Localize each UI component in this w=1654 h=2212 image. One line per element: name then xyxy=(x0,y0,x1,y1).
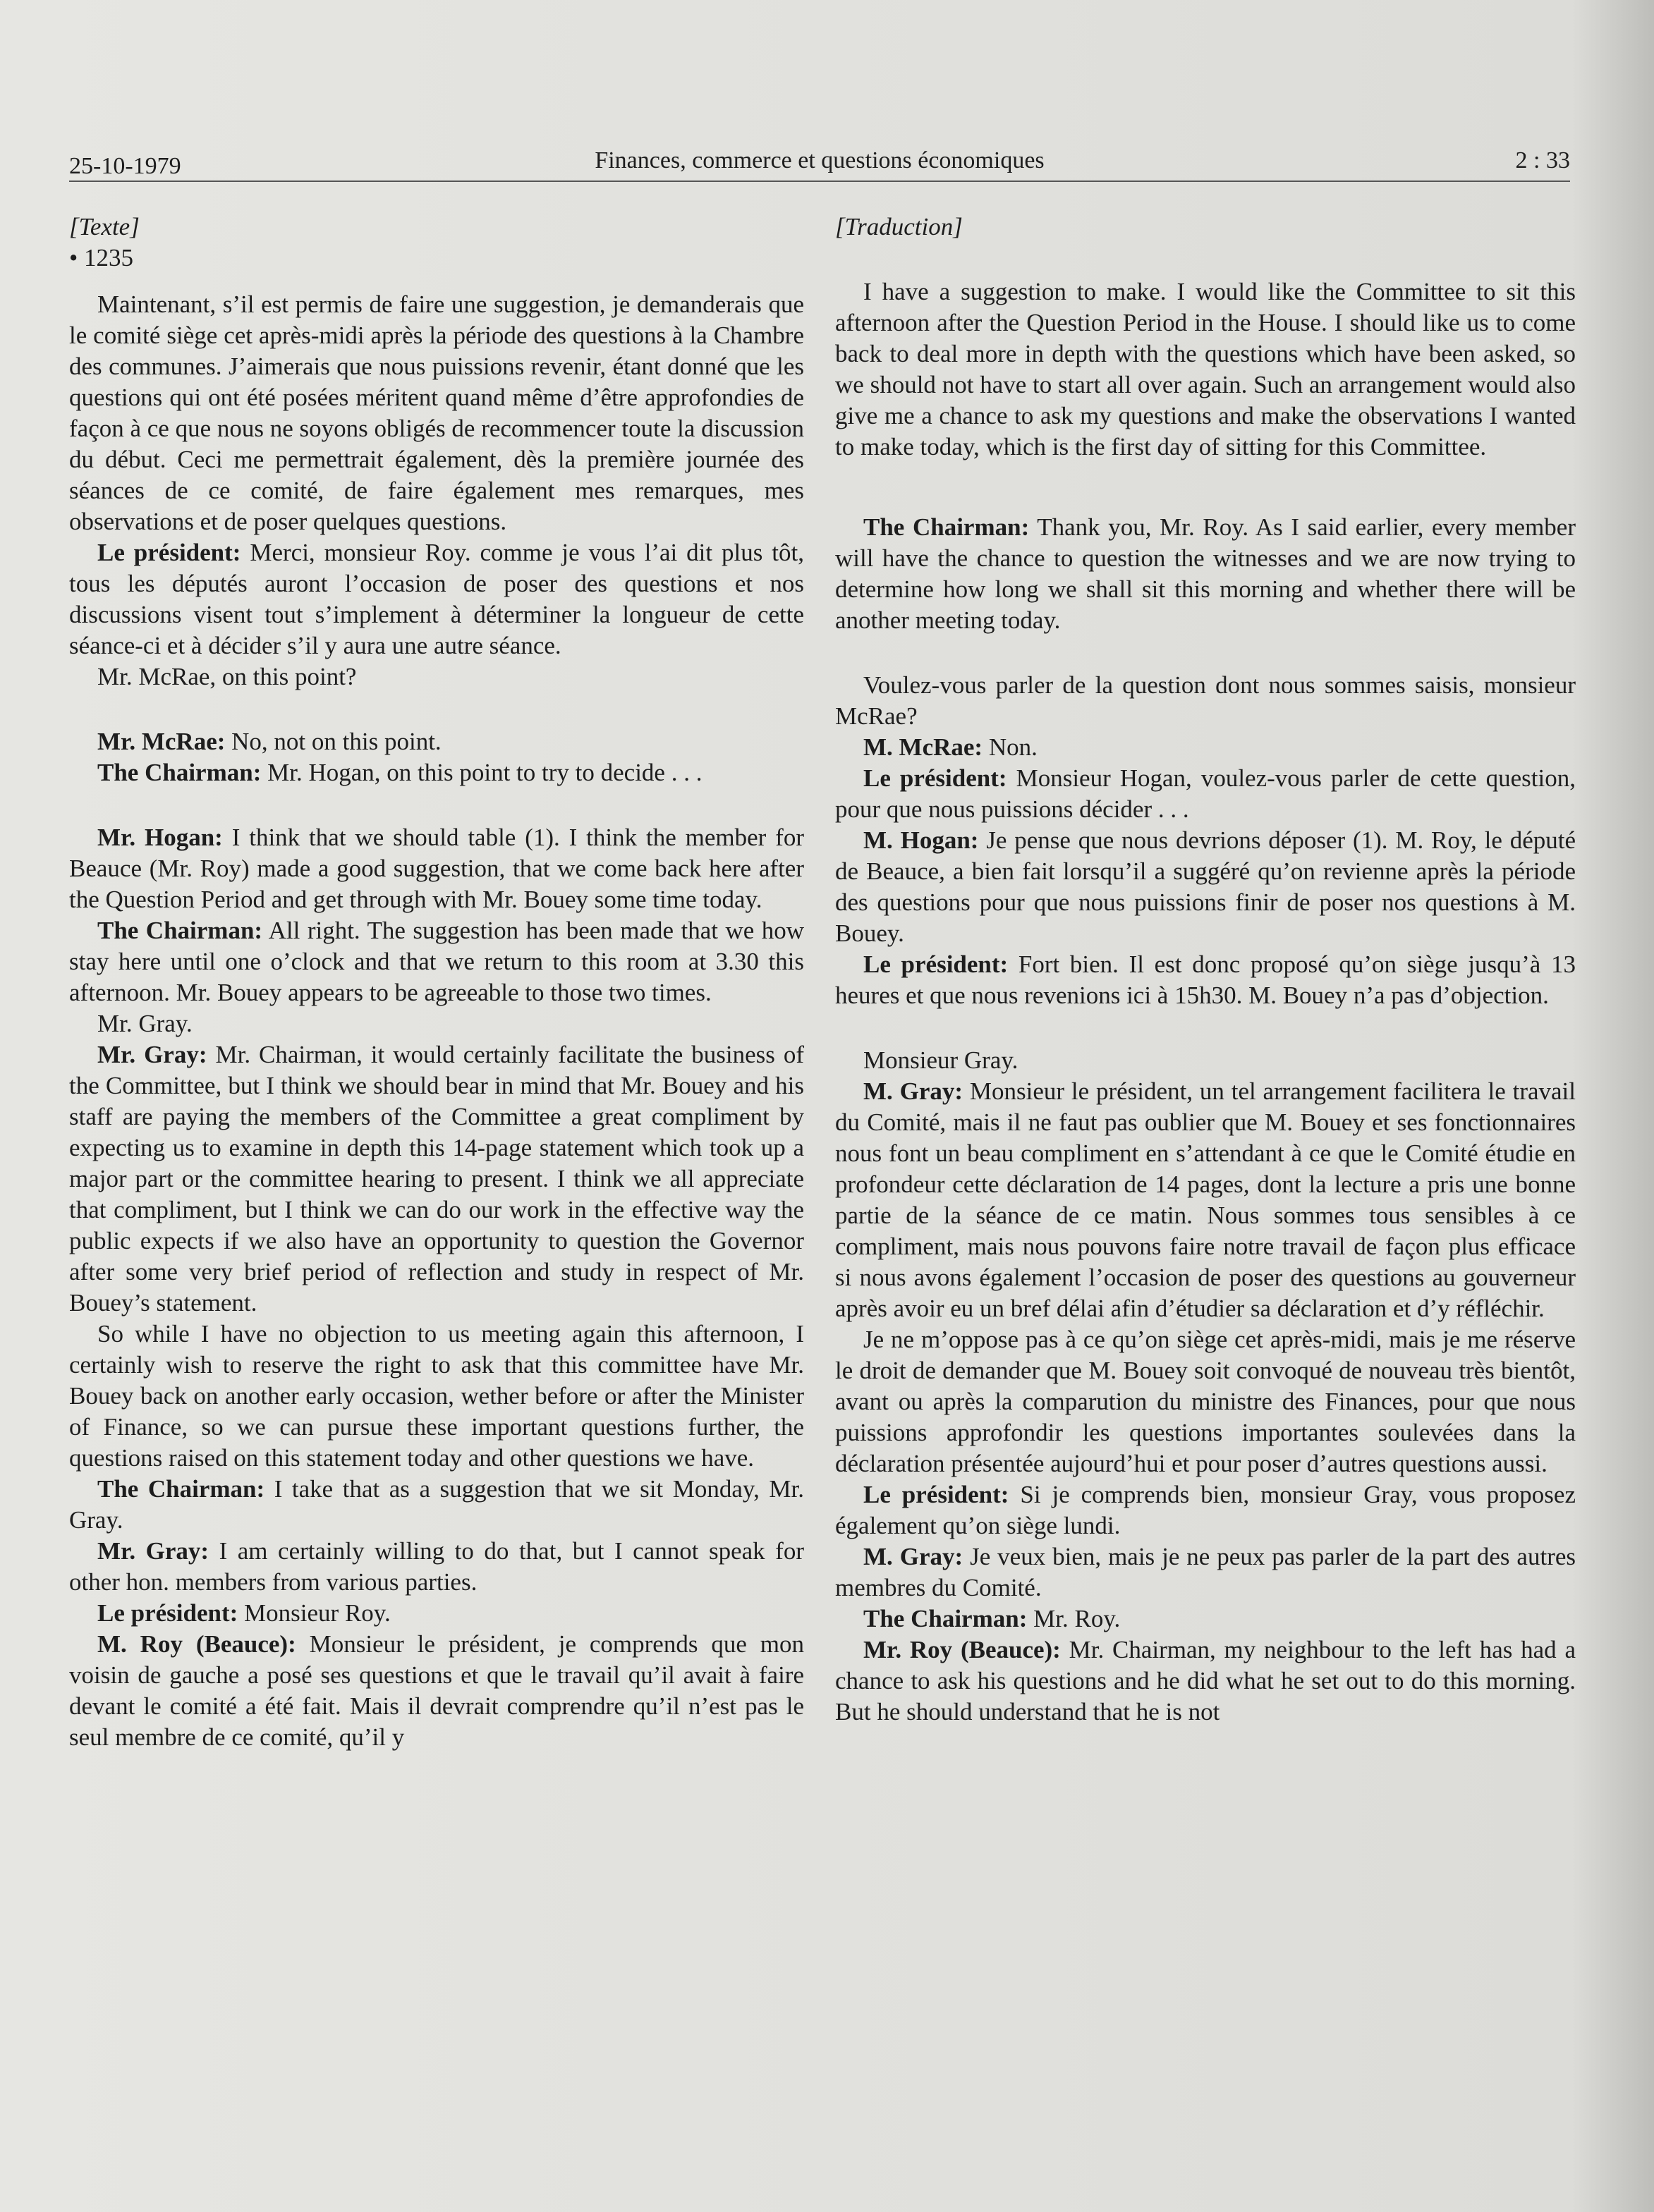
speaker-name: The Chairman: xyxy=(863,1605,1028,1632)
speech-text: Merci, monsieur Roy. comme je vous l’ai dit plus tôt, tous les députés auront l’occasion de poser des questions et nos discussions visent tout s’implement à déterminer la longueur de cette séance-ci et à décider s’il y aura une autre séance. xyxy=(69,539,804,659)
speech-text: Thank you, Mr. Roy. As I said earlier, every member will have the chance to question the witnesses and we are now trying to determine how long we shall sit this morning and whether there will be another meeting today. xyxy=(835,513,1576,634)
paragraph: I have a suggestion to make. I would like the Committee to sit this afternoon after the Question Period in the House. I should like us to come back to deal more in depth with the questions which have been asked, so we should not have to start all over again. Such an arrangement would also give me a chance to ask my questions and make the observations I wanted to make today, which is the first day of sitting for this Committee. xyxy=(835,278,1576,460)
paragraph: So while I have no objection to us meeting again this afternoon, I certainly wish to reserve the right to ask that this committee have Mr. Bouey back on another early occasion, wether before or after the Minister of Finance, so we can pursue these important questions further, the questions raised on this statement today and other questions we have. xyxy=(69,1320,804,1472)
paragraph xyxy=(835,949,1576,1011)
speech-text: Je pense que nous devrions déposer (1). M. Roy, le député de Beauce, a bien fait lorsqu’il a suggéré qu’on revienne après la période des questions pour que nous puissions finir de poser nos questions à M. Bouey. xyxy=(835,826,1576,947)
running-header xyxy=(69,145,1570,182)
paragraph xyxy=(835,763,1576,825)
speaker-name: M. Gray: xyxy=(863,1543,963,1570)
speech-text: Monsieur le président, je comprends que mon voisin de gauche a posé ses questions et que le travail qu’il avait à faire devant le comité a été fait. Mais il devrait comprendre qu’il n’est pas le seul membre de ce comité, qu’il y xyxy=(69,1630,804,1751)
speech-text: No, not on this point. xyxy=(225,728,442,755)
left-column xyxy=(69,212,804,1753)
speaker-name: Le président: xyxy=(97,1599,238,1627)
speech-text: I take that as a suggestion that we sit Monday, Mr. Gray. xyxy=(69,1475,805,1534)
speech-text: Monsieur Hogan, voulez-vous parler de cette question, pour que nous puissions décider . . . xyxy=(835,764,1576,823)
speech-text: Monsieur le président, un tel arrangement facilitera le travail du Comité, mais il ne faut pas oublier que M. Bouey et ses fonctionnaires nous font un beau compliment en s’attendant à ce que le Comité étudie en profondeur cette déclaration de 14 pages, dont la lecture a pris une bonne partie de la séance de ce matin. Nous sommes tous sensibles à ce compliment, mais nous pouvons faire notre travail de façon plus efficace si nous avons également l’occasion de poser des questions au gouverneur après avoir eu un bref délai afin d’étudier sa déclaration et d’y réfléchir. xyxy=(835,1077,1576,1322)
time-stamp: • 1235 xyxy=(69,244,134,271)
paragraph xyxy=(69,1598,804,1629)
speech-text: Mr. Hogan, on this point to try to decide . . . xyxy=(261,759,703,786)
speech-text: I am certainly willing to do that, but I cannot speak for other hon. members from various parties. xyxy=(69,1537,804,1596)
speaker-name: M. Roy (Beauce): xyxy=(97,1630,296,1658)
speech-text: Mr. Chairman, it would certainly facilitate the business of the Committee, but I think we should bear in mind that Mr. Bouey and his staff are paying the members of the Committee a great compliment by expecting us to examine in depth this 14-page statement which took up a major part or the committee hearing to present. I think we all appreciate that compliment, but I think we can do our work in the effective way the public expects if we also have an opportunity to question the Governor after some very brief period of reflection and study in respect of Mr. Bouey’s statement. xyxy=(69,1041,804,1316)
speech-text: Mr. Roy. xyxy=(1027,1605,1121,1632)
speaker-name: Mr. Roy (Beauce): xyxy=(863,1636,1061,1663)
paragraph: Mr. Gray. xyxy=(97,1010,193,1037)
paragraph xyxy=(69,1039,804,1319)
speaker-name: Le président: xyxy=(863,1481,1009,1508)
paragraph xyxy=(835,1541,1576,1603)
paragraph: Voulez-vous parler de la question dont nous sommes saisis, monsieur McRae? xyxy=(835,671,1576,730)
speaker-name: The Chairman: xyxy=(97,917,263,944)
paragraph xyxy=(69,1536,804,1598)
paragraph: Mr. McRae, on this point? xyxy=(97,663,357,690)
paragraph xyxy=(835,1479,1576,1541)
speaker-name: Le président: xyxy=(97,539,241,566)
section-label-texte: [Texte] xyxy=(69,213,140,240)
paragraph xyxy=(69,726,804,757)
paragraph xyxy=(835,1634,1576,1728)
speech-text: Monsieur Roy. xyxy=(238,1599,391,1627)
speaker-name: Mr. Gray: xyxy=(97,1537,209,1565)
speech-text: Fort bien. Il est donc proposé qu’on siège jusqu’à 13 heures et que nous revenions ici à 15h30. M. Bouey n’a pas d’objection. xyxy=(835,951,1576,1009)
right-column xyxy=(835,212,1576,1728)
speech-text: Je veux bien, mais je ne peux pas parler de la part des autres membres du Comité. xyxy=(835,1543,1576,1601)
speaker-name: M. Gray: xyxy=(863,1077,963,1105)
paragraph xyxy=(69,757,804,788)
speaker-name: The Chairman: xyxy=(863,513,1030,541)
speaker-name: Mr. Gray: xyxy=(97,1041,207,1068)
speaker-name: Le président: xyxy=(863,764,1007,792)
speaker-name: M. Hogan: xyxy=(863,826,979,854)
speaker-name: Le président: xyxy=(863,951,1009,978)
speech-text: Si je comprends bien, monsieur Gray, vous proposez également qu’on siège lundi. xyxy=(835,1481,1576,1539)
header-date: 25-10-1979 xyxy=(69,153,181,179)
paragraph xyxy=(69,1474,804,1536)
paragraph xyxy=(69,822,804,915)
section-label-traduction: [Traduction] xyxy=(835,213,963,240)
paragraph: Maintenant, s’il est permis de faire une suggestion, je demanderais que le comité siège cet après-midi après la période des questions à la Chambre des communes. J’aimerais que nous puissions revenir, étant donné que les questions qui ont été posées méritent quand même d’être approfondies de façon à ce que nous ne soyons obligés de recommencer toute la discussion du début. Ceci me permettrait également, dès la première journée des séances de ce comité, de faire également mes remarques, mes observations et de poser quelques questions. xyxy=(69,291,804,535)
speaker-name: Mr. Hogan: xyxy=(97,824,223,851)
paragraph xyxy=(835,512,1576,636)
speaker-name: The Chairman: xyxy=(97,1475,265,1503)
speech-text: Mr. Chairman, my neighbour to the left has had a chance to ask his questions and he did what he set out to do this morning. But he should understand that he is not xyxy=(835,1636,1576,1725)
paragraph xyxy=(835,1603,1576,1634)
paragraph: Je ne m’oppose pas à ce qu’on siège cet après-midi, mais je me réserve le droit de demander que M. Bouey soit convoqué de nouveau très bientôt, avant ou après la comparution du ministre des Finances, pour que nous puissions approfondir les questions importantes soulevées dans la déclaration présentée aujourd’hui et pour poser d’autres questions aussi. xyxy=(835,1326,1576,1477)
speaker-name: M. McRae: xyxy=(863,733,983,761)
paragraph xyxy=(835,732,1576,763)
paragraph: Monsieur Gray. xyxy=(863,1046,1018,1074)
speech-text: All right. The suggestion has been made that we how stay here until one o’clock and that we return to this room at 3.30 this afternoon. Mr. Bouey appears to be agreeable to those two times. xyxy=(69,917,804,1006)
speech-text: I think that we should table (1). I think the member for Beauce (Mr. Roy) made a good suggestion, that we come back here after the Question Period and get through with Mr. Bouey some time today. xyxy=(69,824,804,913)
speaker-name: The Chairman: xyxy=(97,759,262,786)
paragraph xyxy=(835,825,1576,949)
paragraph xyxy=(835,1076,1576,1324)
speech-text: Non. xyxy=(983,733,1038,761)
paragraph xyxy=(69,537,804,661)
paragraph xyxy=(69,1629,804,1753)
header-title: Finances, commerce et questions économiques xyxy=(595,147,1045,173)
header-page-number: 2 : 33 xyxy=(1515,147,1570,173)
paragraph xyxy=(69,915,804,1008)
speaker-name: Mr. McRae: xyxy=(97,728,226,755)
